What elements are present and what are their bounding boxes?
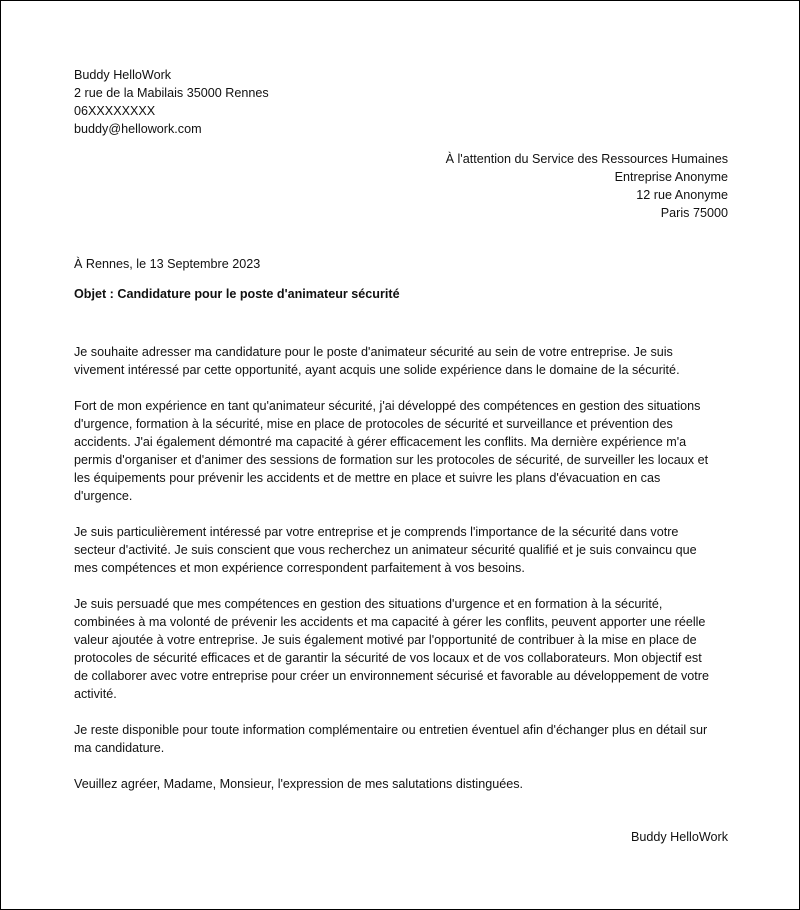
sender-name: Buddy HelloWork <box>74 68 172 82</box>
date-line: À Rennes, le 13 Septembre 2023 <box>74 257 261 271</box>
recipient-company: Entreprise Anonyme <box>614 170 728 184</box>
paragraph-line: Je reste disponible pour toute information complémentaire ou entretien éventuel afin d'échanger plus en détail sur <box>74 723 708 737</box>
paragraph-line: Je souhaite adresser ma candidature pour le poste d'animateur sécurité au sein de votre entreprise. Je suis <box>74 345 673 359</box>
recipient-block <box>308 150 728 222</box>
sender-email: buddy@hellowork.com <box>74 122 202 136</box>
paragraph-line: mes compétences et mon expérience correspondent parfaitement à vos besoins. <box>74 561 525 575</box>
recipient-city: Paris 75000 <box>660 206 728 220</box>
paragraph-line: activité. <box>74 687 117 701</box>
paragraph-line: accidents. J'ai également démontré ma capacité à gérer efficacement les conflits. Ma dernière expérience m'a <box>74 435 687 449</box>
signature: Buddy HelloWork <box>630 830 728 844</box>
paragraph-line: d'urgence, formation à la sécurité, mise en place de protocoles de sécurité et surveillance et prévention des <box>74 417 673 431</box>
paragraph-line: secteur d'activité. Je suis conscient que vous recherchez un animateur sécurité qualifié et je suis convaincu que <box>74 543 697 557</box>
paragraph-line: les équipements pour prévenir les accidents et de mettre en place et suivre les plans d'évacuation en cas <box>74 471 661 485</box>
paragraph-line: vivement intéressé par cette opportunité, ayant acquis une solide expérience dans le domaine de la sécurité. <box>74 363 680 377</box>
paragraph-line: valeur ajoutée à votre entreprise. Je suis également motivé par l'opportunité de contribuer à la mise en place de <box>74 633 697 647</box>
recipient-attention: À l'attention du Service des Ressources Humaines <box>445 152 728 166</box>
paragraph-line: d'urgence. <box>74 489 133 503</box>
subject-line: Objet : Candidature pour le poste d'animateur sécurité <box>74 287 400 301</box>
paragraph-line: combinées à ma volonté de prévenir les accidents et ma capacité à gérer les conflits, peuvent apporter une réelle <box>74 615 706 629</box>
sender-phone: 06XXXXXXXX <box>74 104 156 118</box>
paragraph <box>74 721 734 757</box>
paragraph <box>74 343 734 379</box>
sender-block <box>74 66 474 138</box>
paragraph-line: Fort de mon expérience en tant qu'animateur sécurité, j'ai développé des compétences en gestion des situations <box>74 399 701 413</box>
paragraph-line: protocoles de sécurité efficaces et de garantir la sécurité de vos locaux et de vos collaborateurs. Mon objectif est <box>74 651 702 665</box>
paragraph <box>74 595 734 703</box>
paragraph-line: de collaborer avec votre entreprise pour créer un environnement sécurisé et favorable au développement de votre <box>74 669 709 683</box>
closing-paragraph <box>74 775 734 793</box>
paragraph-line: permis d'organiser et d'animer des sessions de formation sur les protocoles de sécurité, de surveiller les locaux et <box>74 453 709 467</box>
paragraph-line: Je suis persuadé que mes compétences en gestion des situations d'urgence et en formation à la sécurité, <box>74 597 663 611</box>
paragraph-line: Je suis particulièrement intéressé par votre entreprise et je comprends l'importance de la sécurité dans votre <box>74 525 679 539</box>
letter-body <box>74 343 734 811</box>
paragraph-line: ma candidature. <box>74 741 165 755</box>
paragraph-line: Veuillez agréer, Madame, Monsieur, l'expression de mes salutations distinguées. <box>74 777 524 791</box>
paragraph <box>74 397 734 505</box>
sender-address: 2 rue de la Mabilais 35000 Rennes <box>74 86 269 100</box>
paragraph <box>74 523 734 577</box>
recipient-street: 12 rue Anonyme <box>636 188 728 202</box>
